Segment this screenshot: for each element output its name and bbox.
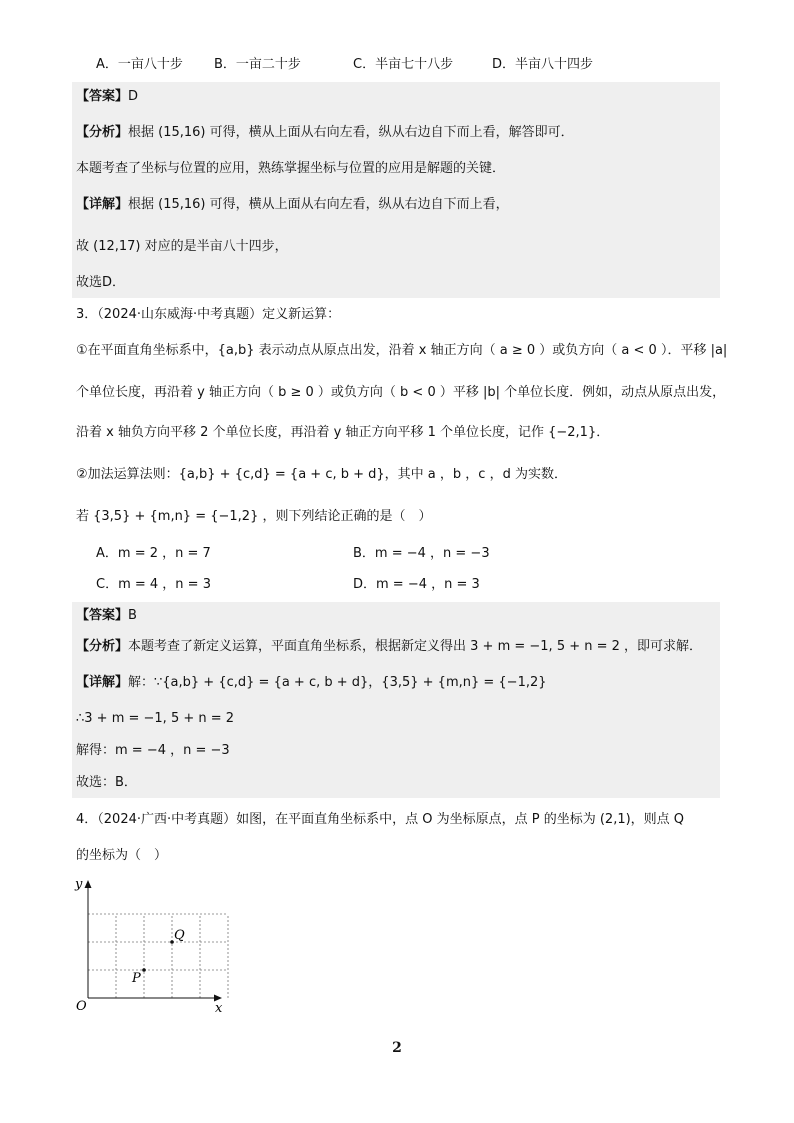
analysis-tag: 【分析】 [76,125,129,140]
point-q-label: Q [174,928,185,943]
q3-rule1-line-b: 个单位长度，再沿着 y 轴正方向（ b ≥ 0 ）或负方向（ b < 0 ）平移 |b| 个单位长度．例如，动点从原点出发， [76,385,726,400]
q3-question: 若 {3,5} + {m,n} = {−1,2} ，则下列结论正确的是（ ） [76,509,432,524]
q2-detail-line-3: 故选D． [76,275,126,290]
q3-option-d: D．m = −4 ，n = 3 [353,577,480,592]
x-axis-label: x [215,1001,223,1015]
detail-tag: 【详解】 [76,675,129,690]
origin-label: O [76,999,87,1014]
detail-text: 解：∵{a,b} + {c,d} = {a + c, b + d}，{3,5} + {m,n} = {−1,2} [128,675,547,690]
q4-stem-line-2: 的坐标为（ ） [76,848,168,863]
q3-answer-block [72,602,720,798]
q3-rule1-line-c: 沿着 x 轴负方向平移 2 个单位长度，再沿着 y 轴正方向平移 1 个单位长度，记作 {−2,1}． [76,425,610,440]
q2-option-c: C．半亩七十八步 [353,57,454,72]
q3-detail-line-4: 故选：B． [76,775,137,790]
q3-detail-line-1 [76,674,547,692]
point-p-label: P [132,971,141,986]
page-number: 2 [392,1040,402,1056]
analysis-text: 本题考查了新定义运算，平面直角坐标系，根据新定义得出 3 + m = −1, 5 + n = 2 ，即可求解． [128,639,703,654]
analysis-text: 根据 (15,16) 可得，横从上面从右向左看，纵从右边自下而上看，解答即可． [128,125,574,140]
q2-answer-line [76,88,138,106]
detail-text: 根据 (15,16) 可得，横从上面从右向左看，纵从右边自下而上看， [128,197,509,212]
q3-answer-line [76,607,137,625]
q3-option-c: C．m = 4 ，n = 3 [96,577,211,592]
q3-stem: 3．（2024·山东威海·中考真题）定义新运算： [76,307,341,322]
q2-detail-line-1 [76,196,509,214]
y-axis-label: y [75,877,83,892]
q3-option-a: A．m = 2 ，n = 7 [96,546,211,561]
analysis-tag: 【分析】 [76,639,129,654]
q4-coordinate-figure [70,870,240,1015]
point-p [142,968,146,972]
q2-option-d: D．半亩八十四步 [492,57,594,72]
answer-value: B [128,608,137,623]
answer-tag: 【答案】 [76,608,129,623]
y-axis-arrow [85,880,92,888]
q2-option-a: A．一亩八十步 [96,57,183,72]
q3-option-b: B．m = −4 ，n = −3 [353,546,490,561]
q2-summary-line: 本题考查了坐标与位置的应用，熟练掌握坐标与位置的应用是解题的关键． [76,161,506,176]
q3-detail-line-3: 解得：m = −4 ，n = −3 [76,743,230,758]
answer-value: D [128,89,139,104]
q3-detail-line-2: ∴3 + m = −1, 5 + n = 2 [76,711,235,726]
q2-answer-block [72,82,720,298]
grid-lines [88,914,228,998]
q2-analysis-line [76,124,574,142]
q3-rule1-line-a: ①在平面直角坐标系中，{a,b} 表示动点从原点出发，沿着 x 轴正方向（ a ≥ 0 ）或负方向（ a < 0 ）．平移 |a| [76,343,728,358]
detail-tag: 【详解】 [76,197,129,212]
q3-rule2: ②加法运算法则：{a,b} + {c,d} = {a + c, b + d}，其中 a ，b ，c ，d 为实数． [76,467,567,482]
q3-analysis-line [76,638,702,656]
q4-stem-line-1: 4．（2024·广西·中考真题）如图，在平面直角坐标系中，点 O 为坐标原点，点 P 的坐标为 (2,1)，则点 Q [76,812,685,827]
answer-tag: 【答案】 [76,89,129,104]
q2-detail-line-2: 故 (12,17) 对应的是半亩八十四步， [76,239,288,254]
q2-option-b: B．一亩二十步 [214,57,301,72]
